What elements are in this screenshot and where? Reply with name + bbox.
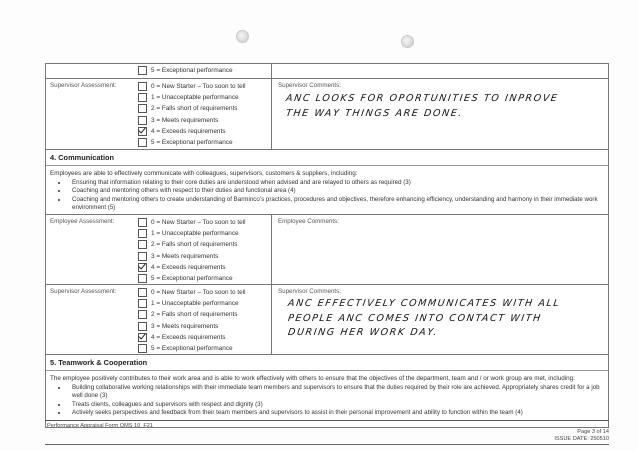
criteria-item: • Treats clients, colleagues and supervisors with respect and dignity (3) (68, 401, 604, 409)
rating-option-1[interactable] (138, 298, 271, 309)
rating-option-4[interactable] (138, 262, 271, 273)
criteria-item: • Building collaborative working relationships with their immediate team members and supervisors to ensure that the duties required by their role are achieved. Appropriately shares credit for a job well done (3) (68, 384, 604, 401)
option-label: 3 = Meets requirements (151, 252, 219, 260)
option-label: 3 = Meets requirements (151, 116, 219, 124)
supervisor-comments[interactable] (272, 79, 608, 149)
option-label: 5 = Exceptional performance (151, 345, 233, 353)
rating-option-3[interactable] (138, 251, 271, 262)
handwritten-comment-line: ANC EFFECTIVELY COMMUNICATES WITH ALL (287, 298, 562, 309)
criteria-item: • Actively seeks perspectives and feedback from their team members and supervisors to assist in their personal improvement and ability to function within the team (4) (68, 409, 604, 417)
previous-assessment-row (45, 63, 609, 79)
option-label: 1 = Unacceptable performance (151, 94, 239, 102)
checkbox[interactable] (138, 82, 147, 91)
rating-option-3[interactable] (138, 115, 271, 126)
rating-options (134, 285, 272, 354)
rating-option-1[interactable] (138, 92, 271, 103)
punch-hole-left (236, 30, 249, 43)
rating-options (134, 64, 272, 78)
rating-option-5[interactable] (138, 273, 271, 284)
criteria-list (50, 179, 604, 213)
supervisor-comments[interactable] (272, 285, 608, 354)
rating-option-2[interactable] (138, 309, 271, 320)
rating-options (134, 79, 272, 149)
rating-options (134, 215, 272, 284)
rating-option-0[interactable] (138, 81, 271, 92)
option-label: 4 = Exceeds requirements (151, 127, 226, 135)
empty-comments-cell (272, 64, 608, 78)
rating-option-2[interactable] (138, 239, 271, 250)
criteria-item: • Coaching and mentoring others to create understanding of Barminco’s practices, procedures and objectives, therefore enhancing efficiency, understanding and harmony in their immediate work environment (5) (68, 196, 604, 213)
rating-option-5[interactable] (138, 137, 271, 148)
checkbox[interactable] (138, 252, 147, 261)
comments-label: Employee Comments: (278, 218, 339, 225)
option-label: 2 = Falls short of requirements (151, 311, 238, 319)
section3-supervisor-row (45, 79, 609, 150)
rating-option-4[interactable] (138, 332, 271, 343)
checkbox[interactable] (138, 229, 147, 238)
rating-option-0[interactable] (138, 217, 271, 228)
handwritten-comment-line: DURING HER WORK DAY. (287, 327, 439, 338)
checkbox[interactable] (138, 240, 147, 249)
section-intro: Employees are able to effectively communicate with colleagues, supervisors, customers & suppliers, including: (50, 170, 358, 177)
option-label: 5 = Exceptional performance (151, 275, 233, 283)
rating-option-0[interactable] (138, 287, 271, 298)
handwritten-comment-line: THE WAY THINGS ARE DONE. (285, 108, 464, 119)
checkbox[interactable] (138, 310, 147, 319)
page-number: Page 3 of 14 (577, 429, 609, 435)
option-label: 4 = Exceeds requirements (151, 333, 226, 341)
section-title: 5. Teamwork & Cooperation (46, 357, 608, 371)
appraisal-form-page (45, 63, 609, 428)
rating-option-4[interactable] (138, 126, 271, 137)
rating-option-1[interactable] (138, 228, 271, 239)
checkbox[interactable] (138, 116, 147, 125)
checkbox[interactable] (138, 322, 147, 331)
handwritten-comment-line: PEOPLE ANC COMES INTO CONTACT WITH (287, 313, 543, 324)
checkbox[interactable] (138, 218, 147, 227)
checkbox[interactable] (138, 66, 147, 75)
form-name: Performance Appraisal Form QMS 10_F21 (47, 423, 154, 429)
criteria-list (50, 384, 604, 418)
rating-option-2[interactable] (138, 103, 271, 114)
section-teamwork (45, 355, 609, 428)
empty-label-cell (46, 64, 134, 78)
section-communication (45, 150, 609, 215)
handwritten-comment-line: ANC LOOKS FOR OPORTUNITIES TO INPROVE (285, 93, 560, 104)
section4-supervisor-row (45, 285, 609, 355)
comments-label: Supervisor Comments: (278, 82, 341, 89)
supervisor-assessment-label: Supervisor Assessment: (50, 82, 117, 89)
option-label: 1 = Unacceptable performance (151, 230, 239, 238)
criteria-item: • Ensuring that information relating to their core duties are understood when advised and are relayed to others as required (3) (68, 179, 604, 187)
punch-hole-right (401, 35, 414, 48)
option-label: 3 = Meets requirements (151, 322, 219, 330)
option-label: 5 = Exceptional performance (151, 67, 233, 75)
checkbox[interactable] (138, 288, 147, 297)
issue-date: ISSUE DATE: 250510 (554, 435, 609, 442)
option-label: 2 = Falls short of requirements (151, 241, 238, 249)
section-intro: The employee positively contributes to their work area and is able to work effectively with others to ensure that the objectives of the department, team and / or work group are met, including: (50, 375, 575, 382)
option-label: 5 = Exceptional performance (151, 139, 233, 147)
rating-option-3[interactable] (138, 321, 271, 332)
criteria-item: • Coaching and mentoring others with respect to their duties and functional area (4) (68, 187, 604, 195)
checkbox-checked[interactable] (138, 263, 147, 272)
option-label: 0 = New Starter – Too soon to tell (151, 289, 246, 297)
footer-divider (45, 444, 609, 445)
checkbox[interactable] (138, 344, 147, 353)
comments-label: Supervisor Comments: (278, 288, 341, 295)
checkbox[interactable] (138, 274, 147, 283)
checkbox[interactable] (138, 138, 147, 147)
section4-employee-row (45, 215, 609, 285)
option-label: 2 = Falls short of requirements (151, 105, 238, 113)
checkbox-checked[interactable] (138, 333, 147, 342)
checkbox[interactable] (138, 93, 147, 102)
rating-option-5[interactable] (138, 343, 271, 354)
checkbox[interactable] (138, 299, 147, 308)
page-footer (45, 420, 609, 442)
option-label: 0 = New Starter – Too soon to tell (151, 83, 246, 91)
rating-option[interactable] (138, 65, 271, 76)
checkbox-checked[interactable] (138, 127, 147, 136)
employee-comments[interactable] (272, 215, 608, 284)
supervisor-assessment-label: Supervisor Assessment: (50, 288, 117, 295)
option-label: 4 = Exceeds requirements (151, 263, 226, 271)
employee-assessment-label: Employee Assessment: (50, 218, 115, 225)
section-title: 4. Communication (46, 152, 608, 166)
option-label: 0 = New Starter – Too soon to tell (151, 219, 246, 227)
page-info (554, 429, 609, 442)
checkbox[interactable] (138, 104, 147, 113)
option-label: 1 = Unacceptable performance (151, 300, 239, 308)
